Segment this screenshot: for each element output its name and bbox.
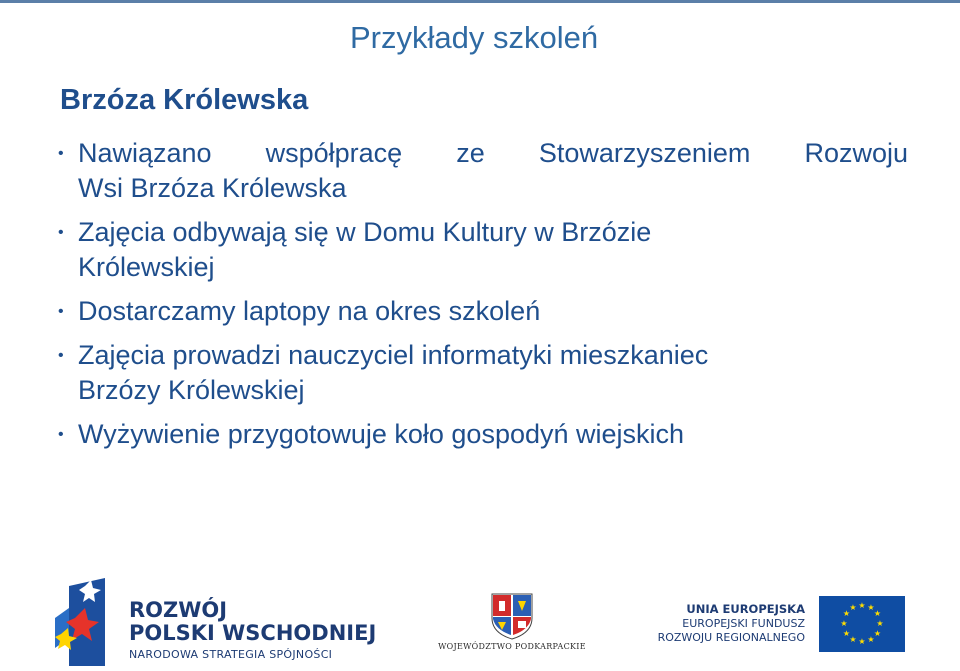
svg-text:★: ★	[867, 603, 875, 612]
ue-line-2: EUROPEJSKI FUNDUSZ	[682, 617, 805, 630]
svg-text:★: ★	[867, 635, 875, 644]
svg-text:★: ★	[858, 637, 866, 646]
bullet-dot-icon: •	[58, 426, 64, 443]
bullet-text: Wyżywienie przygotowuje koło gospodyń wiejskich	[78, 419, 685, 449]
ue-text-block	[658, 601, 805, 645]
bullet-text-continued: Brzózy Królewskiej	[78, 375, 305, 405]
bullet-text-continued: Królewskiej	[78, 252, 215, 282]
svg-text:★: ★	[849, 635, 857, 644]
svg-text:★: ★	[842, 629, 851, 638]
bullet-dot-icon: •	[58, 347, 64, 364]
bullet-text: Zajęcia prowadzi nauczyciel informatyki mieszkaniec	[78, 340, 709, 370]
rpw-line-1: ROZWÓJ	[129, 598, 228, 622]
svg-text:★: ★	[876, 619, 884, 628]
bullet-dot-icon: •	[58, 224, 64, 241]
bullet-dot-icon: •	[58, 303, 64, 320]
svg-text:★: ★	[849, 603, 857, 612]
rozwoj-polski-wschodniej-logo	[55, 578, 375, 666]
rpw-line-3: NARODOWA STRATEGIA SPÓJNOŚCI	[129, 648, 333, 661]
unia-europejska-logo	[657, 594, 905, 654]
wojewodztwo-podkarpackie-logo	[432, 592, 592, 658]
bullet-item	[58, 294, 908, 329]
svg-text:★: ★	[840, 619, 848, 628]
bullet-text: Dostarczamy laptopy na okres szkoleń	[78, 296, 541, 326]
bullet-text-continued: Wsi Brzóza Królewska	[78, 173, 347, 203]
svg-text:★: ★	[842, 609, 851, 618]
top-rule	[0, 0, 960, 3]
bullet-dot-icon: •	[58, 145, 64, 162]
bullet-text: Nawiązano współpracę ze Stowarzyszeniem Rozwoju	[78, 138, 908, 168]
section-heading: Brzóza Królewska	[60, 84, 309, 116]
rpw-emblem-icon	[55, 578, 121, 666]
svg-text:★: ★	[858, 601, 866, 610]
bullet-list	[58, 136, 908, 461]
bullet-item	[58, 417, 908, 452]
slide-title: Przykłady szkoleń	[350, 20, 599, 55]
svg-text:★: ★	[873, 609, 882, 618]
bullet-item	[58, 215, 908, 285]
bullet-text: Zajęcia odbywają się w Domu Kultury w Brzózie	[78, 217, 652, 247]
svg-text:★: ★	[873, 629, 882, 638]
ue-line-1: UNIA EUROPEJSKA	[686, 602, 805, 616]
rpw-line-2: POLSKI WSCHODNIEJ	[129, 621, 377, 645]
podkarpackie-caption: WOJEWÓDZTWO PODKARPACKIE	[438, 642, 586, 651]
eu-stars-icon	[819, 596, 905, 652]
podkarpackie-crest-icon	[490, 592, 534, 640]
eu-flag-icon	[819, 596, 905, 652]
bullet-item	[58, 136, 908, 206]
bullet-item	[58, 338, 908, 408]
ue-line-3: ROZWOJU REGIONALNEGO	[657, 631, 805, 644]
